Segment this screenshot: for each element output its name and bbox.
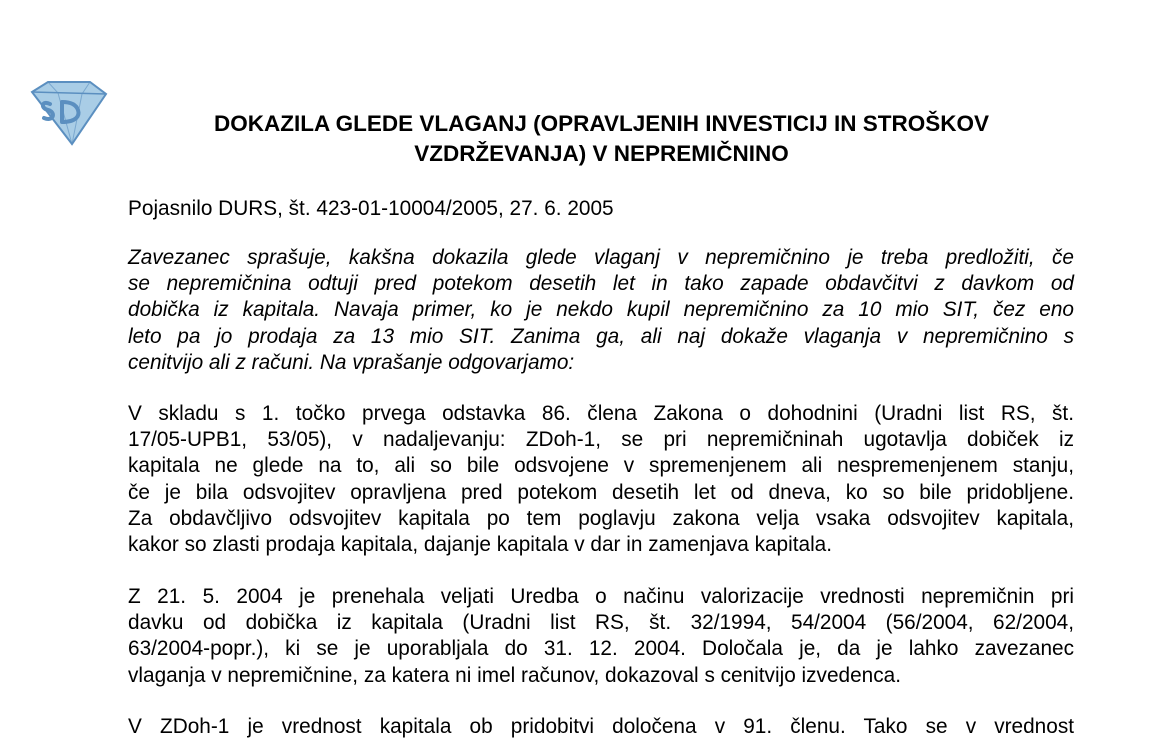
company-logo bbox=[28, 78, 110, 148]
text-line: V skladu s 1. točko prvega odstavka 86. člena Zakona o dohodnini (Uradni list RS, št. bbox=[128, 402, 1074, 425]
body-paragraph-3 bbox=[128, 714, 1074, 740]
text-line: če je bila odsvojitev opravljena pred potekom desetih let od dneva, ko so bile pridobljene. bbox=[128, 480, 1074, 504]
text-line: cenitvijo ali z računi. Na vprašanje odgovarjamo: bbox=[128, 350, 575, 374]
question-paragraph bbox=[128, 245, 1074, 376]
text-line: Za obdavčljivo odsvojitev kapitala po tem poglavju zakona velja vsaka odsvojitev kapitala, bbox=[128, 506, 1074, 530]
body-paragraph-2 bbox=[128, 584, 1074, 689]
title-line: DOKAZILA GLEDE VLAGANJ (OPRAVLJENIH INVESTICIJ IN STROŠKOV bbox=[213, 111, 990, 136]
text-line: Zavezanec sprašuje, kakšna dokazila glede vlaganj v nepremičnino je treba predložiti, če bbox=[128, 246, 1074, 269]
text-line: kakor so zlasti prodaja kapitala, dajanje kapitala v dar in zamenjava kapitala. bbox=[128, 533, 833, 557]
document-title bbox=[128, 109, 1075, 169]
text-line: vlaganja v nepremičnine, za katera ni imel računov, dokazoval s cenitvijo izvedenca. bbox=[128, 663, 901, 687]
text-line: Z 21. 5. 2004 je prenehala veljati Uredba o načinu valorizacije vrednosti nepremičnin pri bbox=[128, 585, 1074, 608]
body-paragraph-1 bbox=[128, 401, 1074, 558]
text-line: leto pa jo prodaja za 13 mio SIT. Zanima ga, ali naj dokaže vlaganja v nepremičnino s bbox=[128, 324, 1074, 348]
text-line: dobička iz kapitala. Navaja primer, ko je nekdo kupil nepremičnino za 10 mio SIT, čez eno bbox=[128, 298, 1074, 322]
text-line: se nepremičnina odtuji pred potekom desetih let in tako zapade obdavčitvi z davkom od bbox=[128, 272, 1074, 296]
source-reference: Pojasnilo DURS, št. 423-01-10004/2005, 27. 6. 2005 bbox=[128, 197, 614, 220]
text-line: kapitala ne glede na to, ali so bile odsvojene v spremenjenem ali nespremenjenem stanju, bbox=[128, 454, 1074, 478]
title-line: VZDRŽEVANJA) V NEPREMIČNINO bbox=[414, 141, 789, 166]
text-line: davku od dobička iz kapitala (Uradni list RS, št. 32/1994, 54/2004 (56/2004, 62/2004, bbox=[128, 611, 1074, 635]
text-line: V ZDoh-1 je vrednost kapitala ob pridobitvi določena v 91. členu. Tako se v vrednost bbox=[128, 715, 1074, 738]
text-line: 17/05-UPB1, 53/05), v nadaljevanju: ZDoh-1, se pri nepremičninah ugotavlja dobiček iz bbox=[128, 428, 1074, 452]
text-line: 63/2004-popr.), ki se je uporabljala do 31. 12. 2004. Določala je, da je lahko zavezanec bbox=[128, 637, 1074, 661]
